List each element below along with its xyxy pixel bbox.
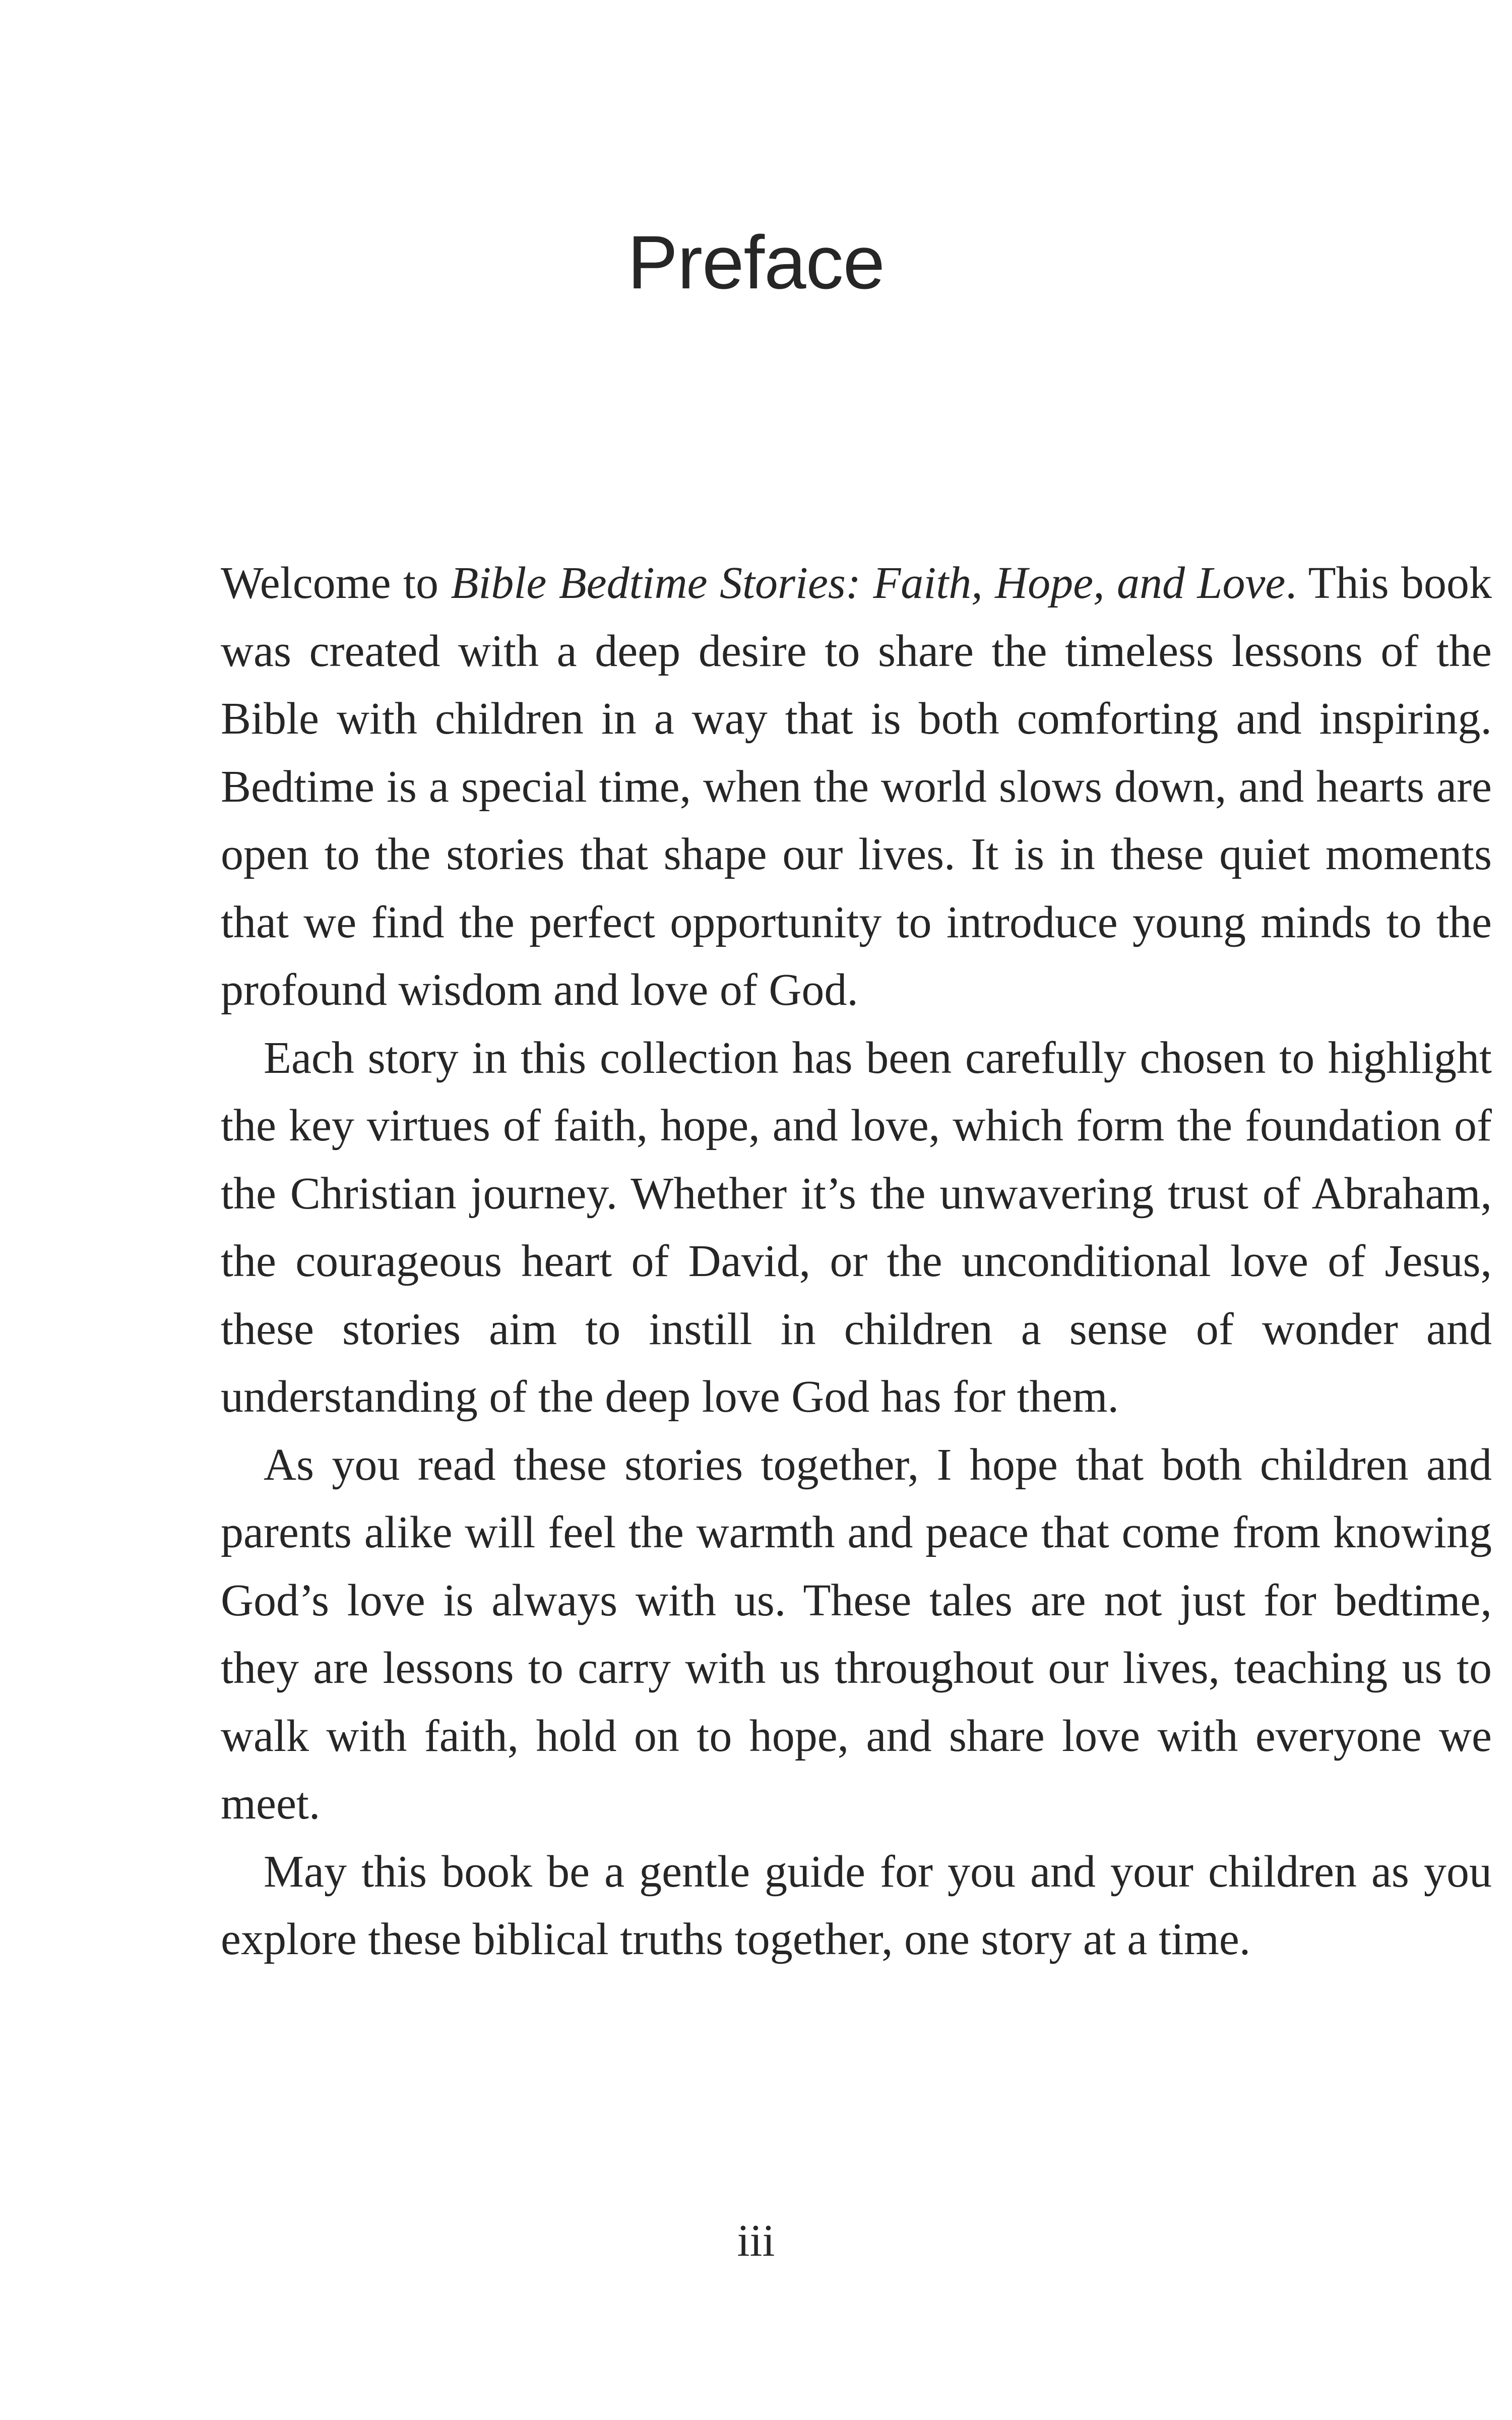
paragraph-reading: As you read these stories together, I hope that both children and parents alike will feel the warmth and peace that come from knowing God’s love is always with us. These tales are not just for bedtime, they are lessons to carry with us throughout our lives, teaching us to walk with faith, hold on to hope, and share love with everyone we meet. (221, 1439, 1492, 1829)
page-number: iii (737, 2216, 775, 2266)
paragraph-lead: Welcome to (221, 558, 451, 608)
page-title: Preface (627, 220, 885, 305)
preface-body (221, 550, 1492, 1974)
paragraph-welcome (221, 550, 1492, 1024)
paragraph-text: . This book was created with a deep desire to share the timeless lessons of the Bible with children in a way that is both comforting and inspiring. Bedtime is a special time, when the world slows down, and hearts are open to the stories that shape our lives. It is in these quiet moments that we find the perfect opportunity to introduce young minds to the profound wisdom and love of God. (221, 558, 1492, 1015)
paragraph-closing: May this book be a gentle guide for you and your children as you explore these biblical truths together, one story at a time. (221, 1846, 1492, 1964)
book-title: Bible Bedtime Stories: Faith, Hope, and Love (451, 558, 1286, 608)
paragraph-stories: Each story in this collection has been carefully chosen to highlight the key virtues of faith, hope, and love, which form the foundation of the Christian journey. Whether it’s the unwavering trust of Abraham, the courageous heart of David, or the unconditional love of Jesus, these stories aim to instill in children a sense of wonder and understanding of the deep love God has for them. (221, 1033, 1492, 1422)
